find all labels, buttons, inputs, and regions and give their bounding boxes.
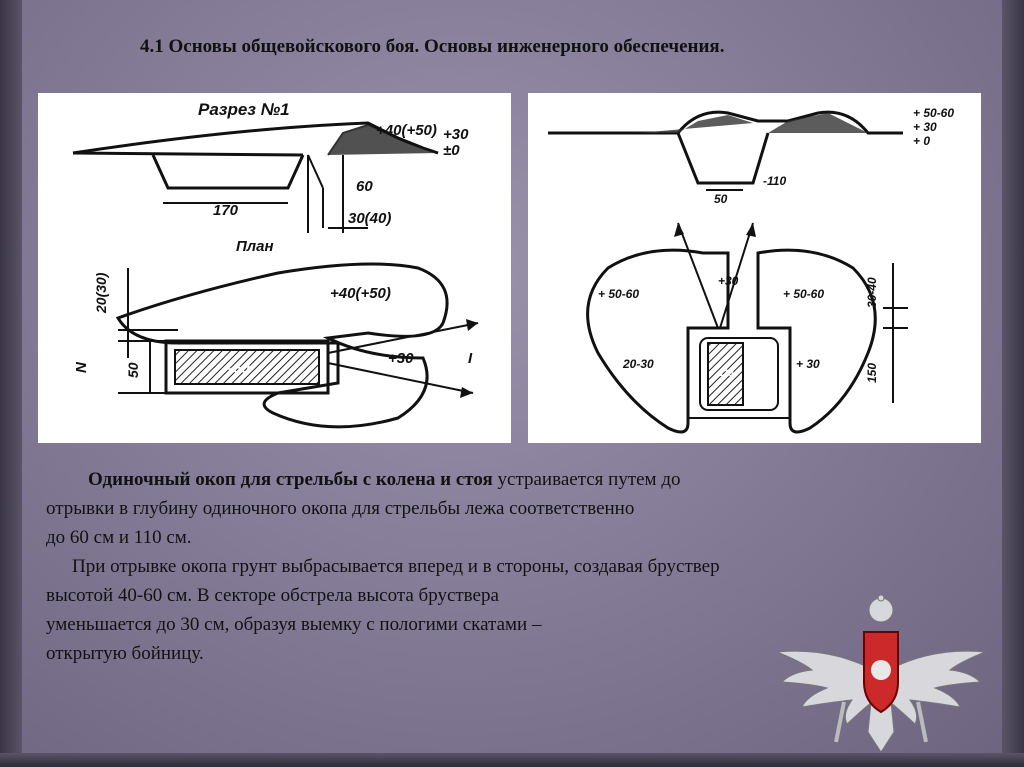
plan-parapet-level: +40(+50) bbox=[330, 285, 391, 302]
dim-plus30: +30 bbox=[443, 126, 469, 143]
paragraph2-line2: высотой 40-60 см. В секторе обстрела высота бруствера bbox=[46, 585, 499, 606]
section-label: Разрез №1 bbox=[198, 100, 290, 119]
dim-depth: 60 bbox=[356, 178, 373, 195]
plan-right-plus30: + 30 bbox=[796, 357, 820, 371]
paragraph2-line1: При отрывке окопа грунт выбрасывается вперед и в стороны, создавая бруствер bbox=[72, 556, 720, 577]
dim-parapet-top: +40(+50) bbox=[376, 122, 437, 139]
profile-bottom-width: 50 bbox=[714, 192, 728, 206]
level-l2: + 30 bbox=[913, 120, 937, 134]
plan-plus30-level: +30 bbox=[388, 350, 414, 367]
paragraph2-line4: открытую бойницу. bbox=[46, 643, 204, 664]
right-trench-diagram bbox=[528, 93, 981, 443]
arrow-label: I bbox=[468, 350, 473, 367]
dim-step: 30(40) bbox=[348, 210, 392, 227]
dim-width: 170 bbox=[213, 202, 239, 219]
plan-pit: -110 bbox=[716, 368, 734, 378]
paragraph1-line2: отрывки в глубину одиночного окопа для стрельбы лежа соответственно bbox=[46, 498, 635, 519]
plan-right-level: + 50-60 bbox=[783, 287, 825, 301]
paragraph1-rest: устраивается путем до bbox=[492, 469, 681, 490]
plan-center-level: +30 bbox=[718, 274, 739, 288]
paragraph2-line3: уменьшается до 30 см, образуя выемку с пологими скатами – bbox=[46, 614, 542, 635]
level-l3: + 0 bbox=[913, 134, 931, 148]
plan-pit-depth: -60 bbox=[228, 360, 250, 377]
left-frame-bar bbox=[0, 0, 22, 767]
dim-zero: ±0 bbox=[443, 142, 460, 159]
left-trench-diagram bbox=[38, 93, 511, 443]
dim-side-height: 20(30) bbox=[93, 272, 109, 313]
army-emblem-icon bbox=[772, 592, 990, 756]
paragraph1-bold: Одиночный окоп для стрельбы с колена и стоя bbox=[88, 469, 493, 490]
dim-fifty: 50 bbox=[125, 362, 141, 378]
level-l1: + 50-60 bbox=[913, 106, 955, 120]
plan-label: План bbox=[236, 238, 274, 255]
paragraph1-line3: до 60 см и 110 см. bbox=[46, 527, 192, 548]
slide-title: 4.1 Основы общевойскового боя. Основы инженерного обеспечения. bbox=[140, 36, 725, 57]
plan-floor-width: 20-30 bbox=[623, 357, 654, 371]
right-frame-bar bbox=[1002, 0, 1024, 767]
profile-depth: -110 bbox=[763, 174, 787, 188]
plan-side-height: 30-40 bbox=[865, 277, 879, 308]
plan-length: 150 bbox=[865, 362, 879, 383]
plan-left-level: + 50-60 bbox=[598, 287, 640, 301]
n-label: N bbox=[73, 362, 90, 373]
